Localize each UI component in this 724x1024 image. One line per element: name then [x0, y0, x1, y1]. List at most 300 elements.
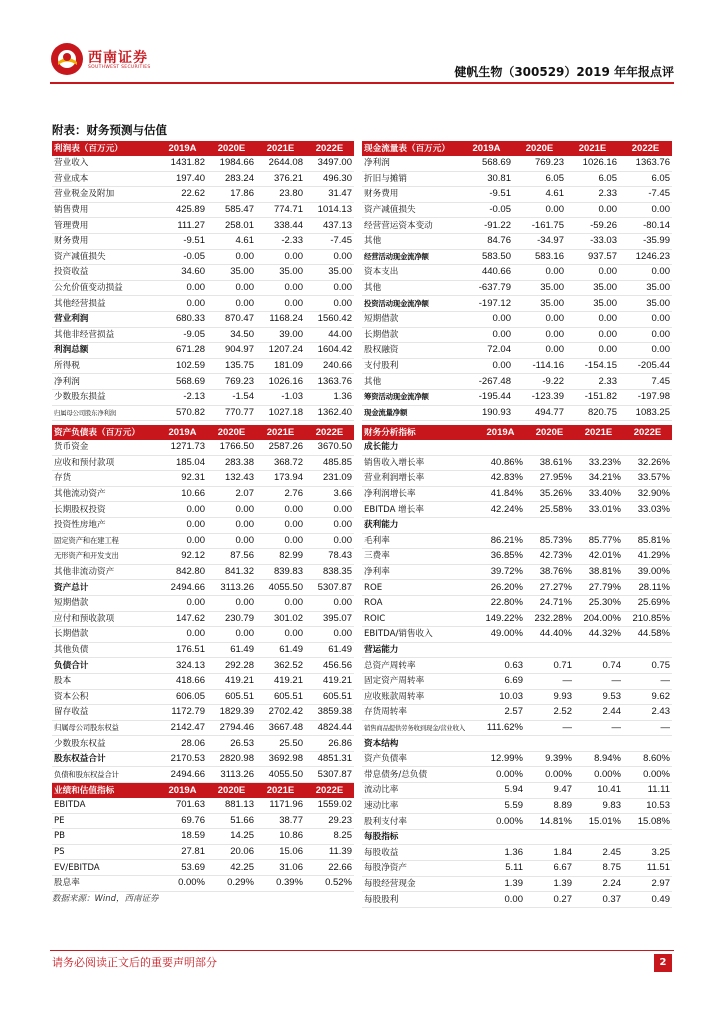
value-cell: 28.11%: [623, 580, 672, 596]
value-cell: 0.00: [256, 280, 305, 296]
row-label-cell: 营业利润: [52, 311, 158, 327]
value-cell: 8.25: [305, 829, 354, 845]
value-cell: 4824.44: [305, 720, 354, 736]
value-cell: 25.58%: [525, 502, 574, 518]
value-cell: 0.49: [623, 892, 672, 908]
value-cell: 2494.66: [158, 767, 207, 783]
row-label-cell: 投资活动现金流净额: [362, 296, 460, 312]
value-cell: 111.62%: [476, 720, 525, 736]
value-cell: 27.27%: [525, 580, 574, 596]
value-cell: 1.39: [525, 876, 574, 892]
value-cell: 0.00: [256, 249, 305, 265]
table-header-row: [52, 425, 354, 440]
table-title-cell: 利润表（百万元）: [52, 141, 158, 156]
value-cell: [525, 517, 574, 533]
income-statement-table: [52, 141, 354, 421]
value-cell: 0.00: [566, 343, 619, 359]
value-cell: 87.56: [207, 549, 256, 565]
value-cell: 1.36: [476, 845, 525, 861]
table-row: [52, 171, 354, 187]
table-row: [52, 265, 354, 281]
table-title-cell: 资产负债表（百万元）: [52, 425, 158, 440]
cashflow-statement-table: [362, 141, 672, 421]
page-number: 2: [654, 954, 672, 972]
value-cell: -1.54: [207, 389, 256, 405]
value-cell: 2587.26: [256, 440, 305, 455]
value-cell: 2.33: [566, 374, 619, 390]
value-cell: 0.00%: [623, 767, 672, 783]
value-cell: -9.05: [158, 327, 207, 343]
value-cell: 41.29%: [623, 549, 672, 565]
value-cell: 181.09: [256, 358, 305, 374]
value-cell: 440.66: [460, 265, 513, 281]
row-label-cell: 资本结构: [362, 736, 476, 752]
value-cell: 9.93: [525, 689, 574, 705]
value-cell: 84.76: [460, 233, 513, 249]
value-cell: 770.77: [207, 405, 256, 421]
table-row: [362, 736, 672, 752]
table-row: [362, 218, 672, 234]
value-cell: 0.00: [256, 627, 305, 643]
value-cell: 35.00: [619, 280, 672, 296]
value-cell: [476, 829, 525, 845]
value-cell: 418.66: [158, 673, 207, 689]
row-label-cell: 存货周转率: [362, 705, 476, 721]
value-cell: 496.30: [305, 171, 354, 187]
value-cell: 40.86%: [476, 455, 525, 471]
value-cell: 1604.42: [305, 343, 354, 359]
row-label-cell: EBITDA 增长率: [362, 502, 476, 518]
table-row: [362, 187, 672, 203]
value-cell: 338.44: [256, 218, 305, 234]
value-cell: 9.53: [574, 689, 623, 705]
value-cell: 25.50: [256, 736, 305, 752]
table-title-cell: 现金流量表（百万元）: [362, 141, 460, 156]
value-cell: 25.30%: [574, 595, 623, 611]
value-cell: 173.94: [256, 471, 305, 487]
table-row: [52, 187, 354, 203]
value-cell: 7.45: [619, 374, 672, 390]
value-cell: 35.00: [619, 296, 672, 312]
table-row: [362, 311, 672, 327]
table-row: [362, 642, 672, 658]
row-label-cell: 销售商品提供劳务收到现金/营业收入: [362, 720, 476, 736]
value-cell: 0.00%: [158, 875, 207, 891]
value-cell: 25.69%: [623, 595, 672, 611]
year-header-cell: 2019A: [476, 425, 525, 440]
value-cell: 0.52%: [305, 875, 354, 891]
value-cell: 605.51: [256, 689, 305, 705]
value-cell: 8.89: [525, 798, 574, 814]
value-cell: 27.79%: [574, 580, 623, 596]
table-row: [52, 611, 354, 627]
value-cell: 0.00: [256, 533, 305, 549]
value-cell: 0.00: [305, 280, 354, 296]
value-cell: 33.03%: [623, 502, 672, 518]
footer-divider: [50, 950, 674, 951]
value-cell: 41.84%: [476, 486, 525, 502]
table-row: [362, 658, 672, 674]
value-cell: 0.00: [566, 202, 619, 218]
value-cell: 1559.02: [305, 798, 354, 813]
table-row: [52, 249, 354, 265]
value-cell: 35.00: [305, 265, 354, 281]
row-label-cell: 支付股利: [362, 358, 460, 374]
table-row: [362, 689, 672, 705]
table-row: [362, 502, 672, 518]
row-label-cell: 总资产周转率: [362, 658, 476, 674]
value-cell: 86.21%: [476, 533, 525, 549]
row-label-cell: 净利润: [362, 156, 460, 171]
value-cell: 0.00: [158, 517, 207, 533]
value-cell: 0.00: [619, 265, 672, 281]
table-row: [52, 517, 354, 533]
row-label-cell: 净利润: [52, 374, 158, 390]
table-row: [52, 533, 354, 549]
table-row: [362, 171, 672, 187]
value-cell: 26.86: [305, 736, 354, 752]
value-cell: 937.57: [566, 249, 619, 265]
value-cell: 22.80%: [476, 595, 525, 611]
row-label-cell: 股利支付率: [362, 814, 476, 830]
year-header-cell: 2022E: [305, 425, 354, 440]
value-cell: 583.50: [460, 249, 513, 265]
value-cell: 324.13: [158, 658, 207, 674]
value-cell: -9.22: [513, 374, 566, 390]
value-cell: 0.00: [158, 595, 207, 611]
value-cell: 1014.13: [305, 202, 354, 218]
year-header-cell: 2020E: [525, 425, 574, 440]
value-cell: 841.32: [207, 564, 256, 580]
value-cell: 6.05: [566, 171, 619, 187]
table-row: [362, 611, 672, 627]
row-label-cell: 经营营运资本变动: [362, 218, 460, 234]
value-cell: 92.12: [158, 549, 207, 565]
value-cell: 0.00: [305, 595, 354, 611]
table-row: [52, 374, 354, 390]
value-cell: 85.73%: [525, 533, 574, 549]
value-cell: 35.00: [566, 280, 619, 296]
value-cell: 6.05: [619, 171, 672, 187]
table-row: [362, 374, 672, 390]
value-cell: 2.33: [566, 187, 619, 203]
value-cell: 842.80: [158, 564, 207, 580]
value-cell: [574, 517, 623, 533]
disclaimer-text: 请务必阅读正文后的重要声明部分: [52, 956, 217, 969]
value-cell: 24.71%: [525, 595, 574, 611]
value-cell: [574, 736, 623, 752]
table-row: [52, 798, 354, 813]
row-label-cell: 投资性房地产: [52, 517, 158, 533]
value-cell: 14.81%: [525, 814, 574, 830]
table-row: [52, 673, 354, 689]
value-cell: [623, 736, 672, 752]
row-label-cell: 其他: [362, 374, 460, 390]
value-cell: 456.56: [305, 658, 354, 674]
row-label-cell: 负债合计: [52, 658, 158, 674]
value-cell: -2.13: [158, 389, 207, 405]
value-cell: 190.93: [460, 405, 513, 421]
value-cell: 39.72%: [476, 564, 525, 580]
row-label-cell: 其他: [362, 280, 460, 296]
year-header-cell: 2022E: [623, 425, 672, 440]
value-cell: 8.94%: [574, 751, 623, 767]
table-row: [52, 860, 354, 876]
table-row: [362, 595, 672, 611]
value-cell: 23.80: [256, 187, 305, 203]
value-cell: 53.69: [158, 860, 207, 876]
row-label-cell: ROE: [362, 580, 476, 596]
value-cell: -35.99: [619, 233, 672, 249]
value-cell: 0.39%: [256, 875, 305, 891]
table-row: [52, 405, 354, 421]
value-cell: -267.48: [460, 374, 513, 390]
value-cell: 1171.96: [256, 798, 305, 813]
table-row: [52, 627, 354, 643]
value-cell: 42.73%: [525, 549, 574, 565]
value-cell: 42.83%: [476, 471, 525, 487]
value-cell: 5.94: [476, 783, 525, 799]
row-label-cell: EBITDA: [52, 798, 158, 813]
table-row: [362, 440, 672, 455]
value-cell: -197.98: [619, 389, 672, 405]
table-row: [52, 751, 354, 767]
valuation-table: [52, 783, 354, 892]
row-label-cell: 资本支出: [362, 265, 460, 281]
value-cell: 85.81%: [623, 533, 672, 549]
row-label-cell: 利润总额: [52, 343, 158, 359]
value-cell: 0.00: [460, 311, 513, 327]
value-cell: 42.25: [207, 860, 256, 876]
table-row: [362, 814, 672, 830]
value-cell: 376.21: [256, 171, 305, 187]
value-cell: -80.14: [619, 218, 672, 234]
value-cell: 3497.00: [305, 156, 354, 171]
logo-english-name: SOUTHWEST SECURITIES: [88, 65, 151, 70]
value-cell: 38.76%: [525, 564, 574, 580]
row-label-cell: 资产负债率: [362, 751, 476, 767]
value-cell: 3.66: [305, 486, 354, 502]
value-cell: 0.00: [158, 280, 207, 296]
value-cell: -195.44: [460, 389, 513, 405]
value-cell: -161.75: [513, 218, 566, 234]
value-cell: 26.20%: [476, 580, 525, 596]
row-label-cell: PB: [52, 829, 158, 845]
value-cell: -114.16: [513, 358, 566, 374]
value-cell: 0.00: [566, 311, 619, 327]
value-cell: 1431.82: [158, 156, 207, 171]
table-row: [52, 455, 354, 471]
table-row: [362, 627, 672, 643]
value-cell: -59.26: [566, 218, 619, 234]
value-cell: 18.59: [158, 829, 207, 845]
row-label-cell: 其他经营损益: [52, 296, 158, 312]
table-row: [362, 249, 672, 265]
value-cell: 20.06: [207, 844, 256, 860]
value-cell: 0.00%: [476, 814, 525, 830]
value-cell: 2.52: [525, 705, 574, 721]
table-row: [362, 673, 672, 689]
value-cell: 147.62: [158, 611, 207, 627]
value-cell: 680.33: [158, 311, 207, 327]
value-cell: 870.47: [207, 311, 256, 327]
value-cell: -34.97: [513, 233, 566, 249]
value-cell: 27.81: [158, 844, 207, 860]
year-header-cell: 2020E: [513, 141, 566, 156]
value-cell: 15.06: [256, 844, 305, 860]
value-cell: 301.02: [256, 611, 305, 627]
value-cell: 1083.25: [619, 405, 672, 421]
value-cell: —: [525, 720, 574, 736]
value-cell: 9.47: [525, 783, 574, 799]
value-cell: 1172.79: [158, 705, 207, 721]
value-cell: [525, 736, 574, 752]
table-title-cell: 业绩和估值指标: [52, 783, 158, 798]
table-row: [52, 689, 354, 705]
table-title-cell: 财务分析指标: [362, 425, 476, 440]
table-row: [362, 455, 672, 471]
value-cell: [525, 440, 574, 455]
row-label-cell: 长期借款: [362, 327, 460, 343]
value-cell: 22.66: [305, 860, 354, 876]
table-row: [52, 720, 354, 736]
table-row: [362, 296, 672, 312]
value-cell: [476, 440, 525, 455]
year-header-cell: 2020E: [207, 141, 256, 156]
row-label-cell: 三费率: [362, 549, 476, 565]
value-cell: 0.00%: [574, 767, 623, 783]
value-cell: 2.07: [207, 486, 256, 502]
value-cell: 0.00: [256, 296, 305, 312]
table-row: [52, 658, 354, 674]
value-cell: 485.85: [305, 455, 354, 471]
value-cell: 35.00: [513, 280, 566, 296]
row-label-cell: 留存收益: [52, 705, 158, 721]
table-row: [362, 533, 672, 549]
value-cell: 35.00: [256, 265, 305, 281]
data-source-note: 数据来源：Wind，西南证券: [52, 894, 159, 904]
value-cell: 1829.39: [207, 705, 256, 721]
row-label-cell: 营业税金及附加: [52, 187, 158, 203]
row-label-cell: ROIC: [362, 611, 476, 627]
row-label-cell: 所得税: [52, 358, 158, 374]
value-cell: 42.01%: [574, 549, 623, 565]
value-cell: —: [574, 673, 623, 689]
value-cell: 39.00%: [623, 564, 672, 580]
value-cell: 292.28: [207, 658, 256, 674]
table-row: [362, 358, 672, 374]
value-cell: 240.66: [305, 358, 354, 374]
row-label-cell: 应收和预付款项: [52, 455, 158, 471]
year-header-cell: 2021E: [256, 141, 305, 156]
value-cell: 0.00: [207, 502, 256, 518]
value-cell: 210.85%: [623, 611, 672, 627]
value-cell: —: [525, 673, 574, 689]
value-cell: 0.27: [525, 892, 574, 908]
value-cell: -637.79: [460, 280, 513, 296]
row-label-cell: 负债和股东权益合计: [52, 767, 158, 783]
table-row: [52, 549, 354, 565]
table-row: [52, 202, 354, 218]
table-row: [362, 202, 672, 218]
value-cell: 494.77: [513, 405, 566, 421]
value-cell: 33.40%: [574, 486, 623, 502]
table-header-row: [362, 141, 672, 156]
value-cell: 14.25: [207, 829, 256, 845]
value-cell: 0.00: [207, 627, 256, 643]
value-cell: 0.00: [566, 327, 619, 343]
table-row: [52, 471, 354, 487]
value-cell: -197.12: [460, 296, 513, 312]
value-cell: 283.24: [207, 171, 256, 187]
value-cell: 4055.50: [256, 580, 305, 596]
table-row: [362, 389, 672, 405]
value-cell: 44.32%: [574, 627, 623, 643]
value-cell: 585.47: [207, 202, 256, 218]
row-label-cell: 少数股东权益: [52, 736, 158, 752]
value-cell: -0.05: [460, 202, 513, 218]
row-label-cell: 销售费用: [52, 202, 158, 218]
value-cell: 11.11: [623, 783, 672, 799]
value-cell: 49.00%: [476, 627, 525, 643]
row-label-cell: 营业收入: [52, 156, 158, 171]
row-label-cell: 短期借款: [362, 311, 460, 327]
value-cell: 3113.26: [207, 580, 256, 596]
value-cell: 61.49: [207, 642, 256, 658]
value-cell: 12.99%: [476, 751, 525, 767]
value-cell: 8.60%: [623, 751, 672, 767]
value-cell: [574, 642, 623, 658]
table-row: [52, 389, 354, 405]
row-label-cell: 每股股利: [362, 892, 476, 908]
value-cell: 0.00: [158, 296, 207, 312]
value-cell: 0.00: [460, 327, 513, 343]
value-cell: 33.57%: [623, 471, 672, 487]
row-label-cell: 投资收益: [52, 265, 158, 281]
table-row: [362, 564, 672, 580]
row-label-cell: 每股收益: [362, 845, 476, 861]
value-cell: 838.35: [305, 564, 354, 580]
value-cell: 17.86: [207, 187, 256, 203]
value-cell: 769.23: [513, 156, 566, 171]
appendix-title: 附表：财务预测与估值: [52, 123, 167, 137]
value-cell: [574, 829, 623, 845]
value-cell: 85.77%: [574, 533, 623, 549]
row-label-cell: 归属母公司股东权益: [52, 720, 158, 736]
value-cell: 0.37: [574, 892, 623, 908]
table-row: [362, 156, 672, 171]
value-cell: 769.23: [207, 374, 256, 390]
value-cell: 0.75: [623, 658, 672, 674]
table-row: [362, 798, 672, 814]
value-cell: 0.00: [207, 296, 256, 312]
value-cell: 0.29%: [207, 875, 256, 891]
value-cell: 774.71: [256, 202, 305, 218]
year-header-cell: 2020E: [207, 425, 256, 440]
year-header-cell: 2019A: [158, 141, 207, 156]
value-cell: 0.71: [525, 658, 574, 674]
year-header-cell: 2019A: [460, 141, 513, 156]
table-row: [362, 705, 672, 721]
value-cell: 185.04: [158, 455, 207, 471]
value-cell: 0.63: [476, 658, 525, 674]
row-label-cell: 财务费用: [52, 233, 158, 249]
value-cell: 0.74: [574, 658, 623, 674]
value-cell: 0.00: [305, 296, 354, 312]
row-label-cell: 营运能力: [362, 642, 476, 658]
value-cell: -9.51: [158, 233, 207, 249]
value-cell: 3.25: [623, 845, 672, 861]
